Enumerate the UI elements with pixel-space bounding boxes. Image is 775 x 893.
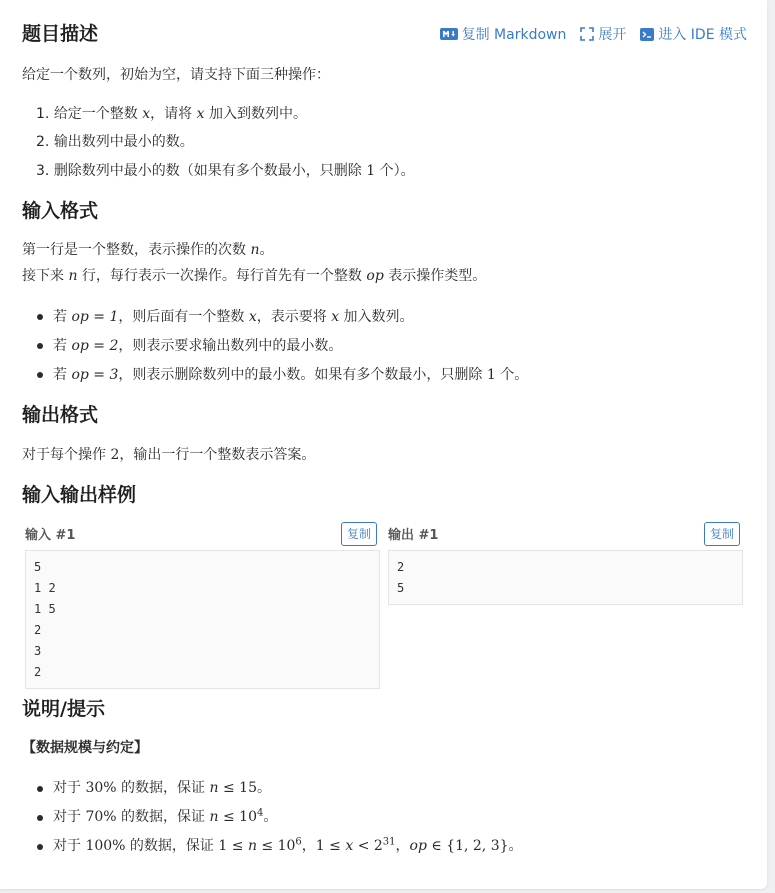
text: ， — [301, 838, 316, 854]
input-format-line-2 — [22, 266, 486, 286]
code-line: 2 — [397, 560, 405, 574]
math-num: ≤ 10 — [256, 838, 296, 854]
operation-text: 删除数列中最小的数（如果有多个数最小，只删除 — [53, 163, 367, 179]
math-num: 100% — [85, 838, 126, 854]
operation-number: 3. — [36, 163, 50, 179]
math-op: ≤ — [218, 780, 240, 796]
operation-item-2 — [36, 132, 194, 152]
input-format-title: 输入格式 — [22, 200, 99, 222]
operation-text: 给定一个整数 — [53, 106, 143, 122]
text: 对于 — [53, 809, 86, 825]
math-num: 2 — [110, 447, 120, 463]
math-var: n — [209, 780, 219, 796]
copy-output-button[interactable]: 复制 — [704, 522, 740, 546]
bullet-dot — [37, 372, 43, 378]
sample-output-box[interactable] — [388, 550, 743, 605]
math-num: 15 — [239, 780, 257, 796]
operation-item-3 — [36, 161, 415, 181]
ide-mode-label: 进入 IDE 模式 — [658, 27, 747, 43]
bullet-dot — [37, 343, 43, 349]
math-var: x — [196, 106, 205, 122]
description-intro: 给定一个数列，初始为空，请支持下面三种操作： — [22, 67, 330, 83]
expand-label: 展开 — [598, 27, 627, 43]
math-exp: 6 — [295, 836, 302, 848]
text: ，表示要将 — [256, 309, 332, 325]
text: 对于 — [53, 838, 86, 854]
code-line: 5 — [397, 581, 405, 595]
math-var: n — [250, 242, 260, 258]
code-line: 2 — [34, 623, 42, 637]
text: 对于 — [53, 780, 86, 796]
text: 的数据，保证 — [116, 809, 210, 825]
operation-text: 输出数列中最小的数。 — [53, 134, 194, 150]
terminal-icon — [640, 28, 654, 41]
text: ，则表示删除数列中的最小数。如果有多个数最小，只删除 — [118, 367, 487, 383]
math-num: < 2 — [353, 838, 383, 854]
operation-item-1 — [36, 104, 307, 124]
hint-bullet-2 — [53, 807, 277, 827]
hint-bullet-1 — [53, 778, 271, 798]
output-format-text — [22, 445, 315, 465]
sample-input-label: 输入 #1 — [25, 528, 76, 543]
copy-markdown-button[interactable] — [440, 24, 567, 44]
math-var: op — [366, 268, 384, 284]
operation-text: 个）。 — [375, 163, 415, 179]
code-line: 3 — [34, 644, 42, 658]
sample-input-box[interactable] — [25, 550, 380, 689]
text: 。 — [263, 809, 278, 825]
expand-icon — [580, 27, 594, 41]
sample-output-label: 输出 #1 — [388, 528, 439, 543]
ide-mode-button[interactable] — [640, 24, 747, 44]
code-line: 5 — [34, 560, 42, 574]
math-var: n — [209, 809, 219, 825]
operation-number: 1. — [36, 106, 50, 122]
markdown-icon — [440, 28, 458, 40]
output-format-title: 输出格式 — [22, 404, 99, 426]
bullet-dot — [37, 815, 43, 821]
text: 个。 — [495, 367, 529, 383]
math-num: 30% — [85, 780, 117, 796]
math-op: ≤ — [218, 809, 240, 825]
math-num: 10 — [239, 809, 257, 825]
math-num: 1 — [366, 163, 376, 179]
math-num: 1 ≤ — [218, 838, 248, 854]
math-eq: op = 1 — [71, 309, 119, 325]
math-exp: 31 — [382, 836, 396, 848]
math-var: n — [247, 838, 257, 854]
expand-button[interactable] — [580, 24, 626, 44]
math-num: 1 ≤ — [315, 838, 346, 854]
bullet-dot — [37, 786, 43, 792]
operation-text: ，请将 — [150, 106, 197, 122]
math-eq: op = 2 — [71, 338, 119, 354]
operation-text: 加入到数列中。 — [204, 106, 307, 122]
hint-subtitle: 【数据规模与约定】 — [22, 740, 148, 756]
input-bullet-3 — [53, 365, 528, 385]
description-title: 题目描述 — [22, 23, 99, 45]
math-num: 70% — [85, 809, 117, 825]
math-var: x — [345, 838, 354, 854]
text: 。 — [508, 838, 523, 854]
math-var: n — [68, 268, 78, 284]
copy-markdown-label: 复制 Markdown — [461, 27, 567, 43]
text: 行，每行表示一次操作。每行首先有一个整数 — [77, 268, 367, 284]
code-line: 1 2 — [34, 581, 56, 595]
math-eq: op = 3 — [71, 367, 119, 383]
input-bullet-2 — [53, 336, 342, 356]
text: ， — [395, 838, 410, 854]
code-line: 1 5 — [34, 602, 56, 616]
text: ，输出一行一个整数表示答案。 — [119, 447, 316, 463]
problem-toolbar — [440, 24, 747, 44]
text: 。 — [259, 242, 274, 258]
text: 加入数列。 — [339, 309, 414, 325]
code-line: 2 — [34, 665, 42, 679]
text: 若 — [53, 338, 72, 354]
bullet-dot — [37, 314, 43, 320]
math-var: x — [331, 309, 340, 325]
input-bullet-1 — [53, 307, 414, 327]
math-num: ∈ {1, 2, 3} — [426, 838, 509, 854]
math-num: 1 — [486, 367, 496, 383]
text: 第一行是一个整数，表示操作的次数 — [22, 242, 251, 258]
text: 接下来 — [22, 268, 69, 284]
bullet-dot — [37, 844, 43, 850]
math-var: x — [248, 309, 257, 325]
input-format-line-1 — [22, 240, 273, 260]
samples-title: 输入输出样例 — [22, 484, 137, 506]
text: 表示操作类型。 — [383, 268, 487, 284]
operation-number: 2. — [36, 134, 50, 150]
text: 的数据，保证 — [125, 838, 219, 854]
text: ，则后面有一个整数 — [118, 309, 249, 325]
text: 的数据，保证 — [116, 780, 210, 796]
copy-input-button[interactable]: 复制 — [341, 522, 377, 546]
text: 。 — [256, 780, 271, 796]
math-var: x — [142, 106, 151, 122]
text: 若 — [53, 309, 72, 325]
text: 对于每个操作 — [22, 447, 111, 463]
text: 若 — [53, 367, 72, 383]
hint-bullet-3 — [53, 836, 523, 856]
hint-title: 说明/提示 — [22, 698, 105, 720]
math-var: op — [409, 838, 427, 854]
math-exp: 4 — [256, 807, 264, 819]
text: ，则表示要求输出数列中的最小数。 — [118, 338, 343, 354]
